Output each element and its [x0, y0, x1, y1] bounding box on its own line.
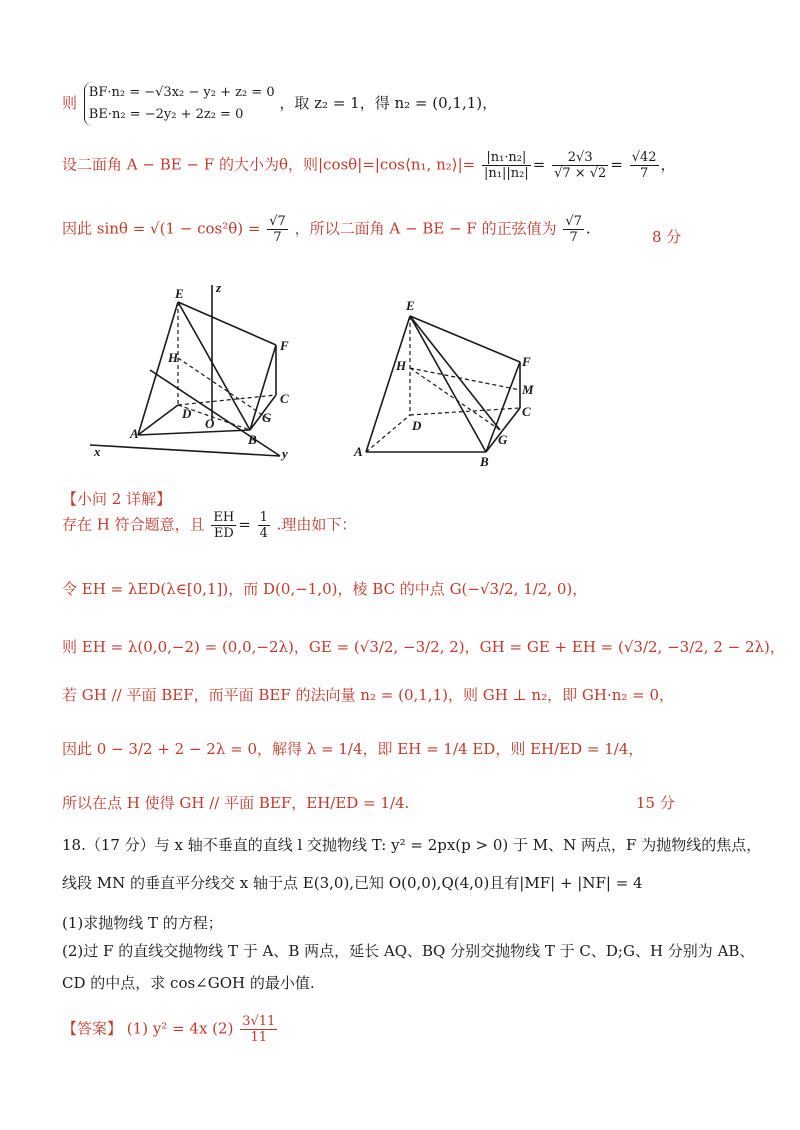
answer-text: (1) y² = 4x (2): [126, 1019, 234, 1038]
frac-sin-answer: $\frac{√7}{7}$: [565, 214, 582, 245]
figure-left-coordinate-prism: [90, 270, 320, 470]
label-x: x: [94, 444, 101, 459]
label-O: O: [205, 416, 215, 431]
label-F-right: F: [522, 354, 531, 369]
section2-line4: 若 GH // 平面 BEF，而平面 BEF 的法向量 n₂ = (0,1,1)，则 GH ⊥ n₂，即 GH·n₂ = 0，: [62, 686, 675, 704]
label-z: z: [216, 280, 222, 295]
section2-line6: 所以在点 H 使得 GH // 平面 BEF，EH/ED = 1/4.: [62, 794, 410, 812]
label-G: G: [262, 410, 272, 425]
label-H: H: [168, 350, 179, 365]
section2-line2: 令 EH = λED(λ∈[0,1])，而 D(0,−1,0)，棱 BC 的中点 G(−√3/2, 1/2, 0)，: [62, 580, 588, 598]
line3-text: 因此 sinθ = √(1 − cos²θ) =: [62, 219, 261, 238]
equation-bf: BF·n₂ = −√3x₂ − y₂ + z₂ = 0: [88, 85, 275, 100]
q18-line5: CD 的中点，求 cos∠GOH 的最小值.: [62, 974, 315, 992]
frac-cos-def: $\frac{\text{|n₁·n₂|}}{\text{|n₁||n₂|}}$: [484, 150, 529, 181]
label-C: C: [280, 391, 289, 406]
label-B: B: [248, 432, 257, 447]
frac-eh-ed: $\frac{EH}{ED}$: [213, 510, 235, 541]
q18-line2: 线段 MN 的垂直平分线交 x 轴于点 E(3,0),已知 O(0,0),Q(4,0)且有|MF| + |NF| = 4: [62, 874, 643, 892]
label-G-right: G: [498, 432, 508, 447]
score-15: 15 分: [636, 794, 675, 812]
q18-line1: 18.（17 分）与 x 轴不垂直的直线 l 交抛物线 T: y² = 2px(p > 0) 于 M、N 两点，F 为抛物线的焦点，: [62, 836, 762, 854]
equation-be: BE·n₂ = −2y₂ + 2z₂ = 0: [88, 107, 244, 122]
equation-system: [84, 82, 275, 126]
frac-one-quarter: $\frac{1}{4}$: [259, 510, 268, 541]
answer-line: [62, 1014, 279, 1045]
frac-cos-value: $\frac{2√3}{√7 \times √2}$: [554, 150, 607, 181]
label-D-right: D: [412, 418, 422, 433]
section2-line5: 因此 0 − 3/2 + 2 − 2λ = 0，解得 λ = 1/4，即 EH = 1/4 ED，则 EH/ED = 1/4，: [62, 740, 644, 758]
label-C-right: C: [522, 404, 531, 419]
q18-line3: (1)求抛物线 T 的方程；: [62, 914, 223, 932]
frac-cos-result: $\frac{√42}{7}$: [631, 150, 657, 181]
label-E-right: E: [406, 298, 415, 313]
label-A-right: A: [354, 444, 363, 459]
label-B-right: B: [480, 454, 489, 469]
label-A: A: [130, 426, 139, 441]
line2-text: 设二面角 A − BE − F 的大小为θ，则|cosθ|=|cos⟨n₁, n₂⟩|=: [62, 155, 476, 174]
section2-line3: 则 EH = λ(0,0,−2) = (0,0,−2λ)，GE = (√3/2, −3/2, 2)，GH = GE + EH = (√3/2, −3/2, 2 − 2λ)，: [62, 638, 785, 656]
answer-label: 【答案】: [62, 1019, 123, 1038]
line1-suffix: ，取 z₂ = 1，得 n₂ = (0,1,1)，: [279, 94, 498, 112]
answer-frac: $\frac{3√11}{11}$: [242, 1014, 276, 1045]
line3-mid: ，所以二面角 A − BE − F 的正弦值为: [294, 219, 557, 238]
q18-line4: (2)过 F 的直线交抛物线 T 于 A、B 两点，延长 AQ、BQ 分别交抛物线 T 于 C、D;G、H 分别为 AB、: [62, 942, 755, 960]
solution-line-sin: 因此 sinθ = √(1 − cos²θ) = $\frac{√7}{7}$ ，所以二面角 A − BE − F 的正弦值为 $\frac{√7}{7}$ .: [62, 214, 591, 245]
label-E: E: [175, 286, 184, 301]
solution-line-normal-vector: [62, 82, 497, 126]
score-8: 8 分: [652, 228, 682, 246]
line1-prefix: 则: [62, 94, 78, 112]
label-D: D: [182, 406, 192, 421]
section2-header: 【小问 2 详解】: [62, 490, 172, 508]
solution-line-cos: 设二面角 A − BE − F 的大小为θ，则|cosθ|=|cos⟨n₁, n₂⟩|= $\frac{\text{|n₁·n₂|}}{\text{|n₁||n₂|}}$ = $\frac{2√3}{√7 \times √2}$ = $\frac{√42}{7}$ ，: [62, 150, 676, 181]
label-H-right: H: [396, 358, 407, 373]
label-F: F: [280, 338, 289, 353]
figure-right-prism: [350, 290, 550, 470]
label-y: y: [282, 446, 288, 461]
frac-sin: $\frac{√7}{7}$: [269, 214, 286, 245]
label-M-right: M: [522, 382, 534, 397]
section2-line1: 存在 H 符合题意，且 $\frac{EH}{ED}$ = $\frac{1}{4}$ .理由如下：: [62, 510, 357, 541]
